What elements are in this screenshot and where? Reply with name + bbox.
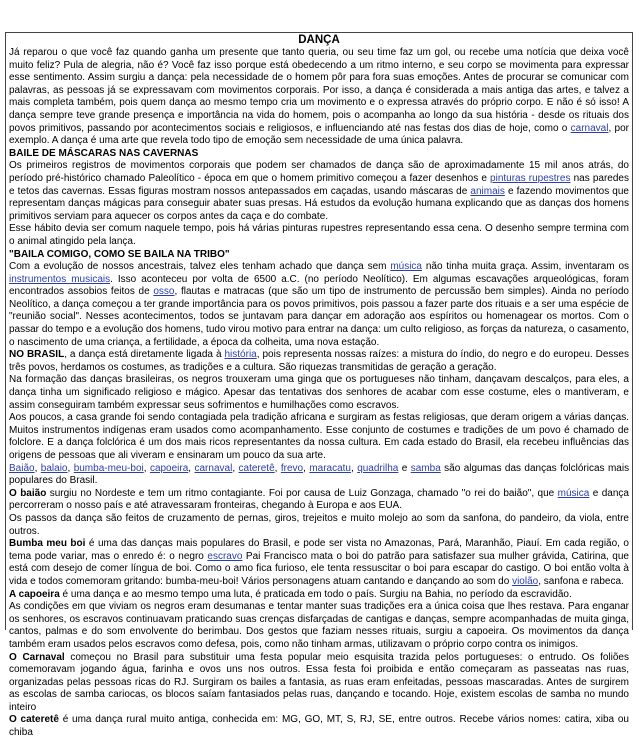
text-run: , bbox=[67, 462, 74, 474]
inline-link[interactable]: música bbox=[390, 261, 422, 273]
text-run: , bbox=[34, 462, 41, 474]
inline-link[interactable]: música bbox=[557, 487, 590, 499]
paragraph bbox=[9, 412, 629, 462]
inline-link[interactable]: escravo bbox=[207, 550, 243, 562]
text-run: , bbox=[274, 462, 281, 474]
bold-lead-text: A capoeira bbox=[9, 588, 60, 600]
text-run: , bbox=[143, 462, 150, 474]
text-run: são algumas das danças folclóricas mais populares do Brasil. bbox=[9, 462, 630, 487]
text-run: , bbox=[350, 462, 358, 474]
text-run: surgiu no Nordeste e tem um ritmo contagiante. Foi por causa de Luiz Gonzaga, chamado "o rei do baião", que bbox=[46, 487, 558, 499]
inline-link[interactable]: carnaval bbox=[194, 462, 233, 474]
text-run: Já reparou o que você faz quando ganha um presente que tanto queria, ou seu time faz um gol, ou recebe uma notícia que deixa você muito feliz? Pula de alegria, não é? Você faz isso porque está obedecendo a um ritmo interno, e seu corpo se movimenta para expressar esse sentimento. Assim surgiu a dança: pela necessidade de o homem pôr para fora suas emoções. Antes de procurar se comunicar com palavras, as pessoas já se expressavam com movimentos corporais. Por isso, a dança é considerada a mais antiga das artes, e talvez a mais completa também, pois quem dança ao mesmo tempo cria um movimento e o expressa através do próprio corpo. E não é só isso! A dança sempre teve grande presença e importância na vida do homem, pois o acompanha ao longo da sua história - desde os rituais dos povos primitivos, passando por acontecimentos sociais e religiosos, e influenciando até nas festas dos dias de hoje, como o bbox=[9, 47, 629, 134]
paragraph bbox=[9, 261, 629, 349]
inline-link[interactable]: cateretê bbox=[238, 462, 275, 474]
text-run: começou no Brasil para substituir uma festa popular meio esquisita trazida pelos portugueses: o entrudo. Os foliões comemoravam jogando água, farinha e ovos uns nos outros. Essa festa foi proibida e então começaram as passeatas nas ruas, organizadas pelas pessoas ricas do RJ. Surgiram os bailes a fantasia, as ruas eram enfeitadas, pessoas mascaradas. Antes de surgirem as escolas de samba cariocas, os blocos saíam fantasiados pelas ruas, dançando e tocando. Hoje, existem escolas de samba no mundo inteiro bbox=[9, 651, 629, 713]
paragraph bbox=[9, 223, 629, 248]
inline-link[interactable]: samba bbox=[410, 462, 441, 474]
inline-link[interactable]: capoeira bbox=[149, 462, 189, 474]
paragraph bbox=[9, 538, 629, 588]
paragraph bbox=[9, 513, 629, 538]
text-run: é uma dança e ao mesmo tempo uma luta, é praticada em todo o país. Surgiu na Bahia, no período da escravidão. bbox=[59, 588, 572, 600]
page-title: DANÇA bbox=[298, 34, 340, 46]
bold-lead-text: O baião bbox=[9, 487, 47, 499]
inline-link[interactable]: violão bbox=[512, 575, 539, 587]
text-run: não tinha muita graça. Assim, inventaram os bbox=[422, 261, 630, 273]
paragraph bbox=[9, 463, 629, 488]
text-run: Na formação das danças brasileiras, os negros trouxeram uma ginga que os portugueses não tinham, dançavam descalços, para eles, a dança tinha um significado religioso e mágico. Apesar das tentativas dos senhores de acabar com esse costume, eles o mantiveram, e assim conseguiram também expressar seus sofrimentos e humilhações como escravos. bbox=[9, 374, 629, 411]
text-run: "BAILA COMIGO, COMO SE BAILA NA TRIBO" bbox=[9, 248, 230, 260]
inline-link[interactable]: instrumentos musicais bbox=[9, 273, 111, 285]
inline-link[interactable]: balaio bbox=[40, 462, 68, 474]
text-run: Esse hábito devia ser comum naquele tempo, pois há várias pinturas rupestres representando essa cena. O desenho sempre termina com o animal atingido pela lança. bbox=[9, 223, 629, 247]
inline-link[interactable]: pinturas rupestres bbox=[490, 172, 571, 184]
text-run: Com a evolução de nossos ancestrais, talvez eles tenham achado que dança sem bbox=[9, 261, 391, 273]
text-run: . Isso aconteceu por volta de 6500 a.C. (no período Neolítico). Em algumas escavações arqueológicas, foram encontrados assobios feitos de bbox=[9, 273, 629, 298]
paragraph bbox=[9, 374, 629, 412]
bold-lead-text: NO BRASIL bbox=[9, 349, 65, 361]
bold-lead-text: Bumba meu boi bbox=[9, 538, 86, 550]
text-run: , bbox=[303, 462, 310, 474]
text-run: Os primeiros registros de movimentos corporais que podem ser chamados de dança são de aproximadamente 15 mil anos atrás, do período pré-histórico chamado Paleolítico - época em que o homem primitivo começou a fazer desenhos e bbox=[9, 160, 629, 184]
paragraph bbox=[9, 47, 629, 148]
section-heading bbox=[9, 249, 629, 262]
paragraph bbox=[9, 601, 629, 651]
text-run: e fazendo movimentos que representam danças mágicas para conseguir abater suas presas. Há estudos da evolução humana explicando que as danças dos homens primitivos serviam para aquecer os corpos antes da caça e do combate. bbox=[9, 185, 629, 222]
text-run: BAILE DE MÁSCARAS NAS CAVERNAS bbox=[9, 147, 199, 159]
paragraph bbox=[9, 652, 629, 715]
text-run: , a dança está diretamente ligada à bbox=[64, 349, 225, 361]
paragraph bbox=[9, 160, 629, 223]
text-run: As condições em que viviam os negros eram desumanas e tentar manter suas tradições era a única coisa que lhes restava. Para enganar os senhores, os escravos continuavam praticando suas crenças disfarçadas de cantigas e danças, sempre acompanhadas de muita ginga, cantos, palmas e do som envolvente do berimbau. Dos gestos que faziam nesses rituais, surgiu a capoeira. Os movimentos da dança também eram usados pelos escravos como defesa, pois, como não tinham armas, utilizavam o próprio corpo contra os inimigos. bbox=[9, 601, 629, 650]
text-run: Aos poucos, a casa grande foi sendo contagiada pela tradição africana e surgiram as festas religiosas, que deram origem a várias danças. Muitos instrumentos indígenas eram usados como acompanhamento. Esse conjunto de costumes e tradições de um povo é chamado de folclore. E a dança folclórica é um dos mais ricos representantes da nossa cultura. Em cada estado do Brasil, ela recebeu influências das origens de pessoas que ali viveram e ensinaram um pouco da sua arte. bbox=[9, 412, 629, 461]
text-run: , por exemplo. A dança é uma arte que revela todo tipo de emoção sem necessidade de uma única palavra. bbox=[9, 122, 629, 147]
text-run: , bbox=[188, 462, 195, 474]
document-page bbox=[5, 32, 633, 739]
text-run: , sanfona e rabeca. bbox=[538, 575, 624, 587]
article-body bbox=[6, 47, 632, 740]
paragraph bbox=[9, 589, 629, 602]
text-run: é uma das danças mais populares do Brasil, e pode ser vista no Amazonas, Pará, Maranhão, Piauí. Em cada região, o tema pode variar, mas o enredo é: o negro bbox=[9, 538, 629, 562]
inline-link[interactable]: frevo bbox=[280, 462, 304, 474]
inline-link[interactable]: maracatu bbox=[309, 462, 351, 474]
paragraph bbox=[9, 349, 629, 374]
inline-link[interactable]: Baião bbox=[9, 462, 35, 474]
inline-link[interactable]: história bbox=[224, 349, 257, 361]
bold-lead-text: O Carnaval bbox=[9, 651, 65, 663]
text-run: nas paredes e tetos das cavernas. Essas figuras mostram nossos antepassados em caçadas, usando máscaras de bbox=[9, 172, 629, 197]
text-run: , flautas e matracas (que são um tipo de instrumento de percussão bem simples). Ainda no período Neolítico, a dança começou a ter grande importância para os povos primitivos, pois passou a fazer parte dos rituais e a ser uma espécie de "reunião social". Nesses acontecimentos, todos se juntavam para dançar em adoração aos espíritos ou homenagear os mortos. Com o passar do tempo e a evolução dos homens, tudo virou motivo para entrar na dança: um culto religioso, as forças da natureza, o casamento, o nascimento de uma criança, a fertilidade, a época da colheita, uma nova estação. bbox=[9, 286, 629, 348]
text-run: e bbox=[398, 462, 411, 474]
text-run: é uma dança rural muito antiga, conhecida em: MG, GO, MT, S, RJ, SE, entre outros. Recebe vários nomes: catira, xiba ou chiba bbox=[9, 714, 629, 739]
bold-lead-text: O cateretê bbox=[9, 714, 59, 726]
inline-link[interactable]: animais bbox=[470, 185, 505, 197]
text-run: Os passos da dança são feitos de cruzamento de pernas, giros, trejeitos e muito molejo ao som da sanfona, do pandeiro, da viola, entre outros. bbox=[9, 512, 629, 537]
inline-link[interactable]: quadrilha bbox=[357, 462, 399, 474]
inline-link[interactable]: osso bbox=[153, 286, 175, 298]
paragraph bbox=[9, 714, 629, 739]
inline-link[interactable]: carnaval bbox=[570, 122, 609, 134]
paragraph bbox=[9, 488, 629, 513]
inline-link[interactable]: bumba-meu-boi bbox=[73, 462, 144, 474]
text-run: , bbox=[232, 462, 239, 474]
text-run: e dança percorreram o nosso país e até atravessaram fronteiras, chegando à Europa e aos EUA. bbox=[9, 487, 629, 512]
section-heading bbox=[9, 148, 629, 161]
text-run: , pois representa nossas raízes: a mistura do índio, do negro e do europeu. Desses três povos, herdamos os costumes, as tradições e a cultura. São riquezas transmitidas de geração a geração. bbox=[9, 349, 629, 373]
text-run: Pai Francisco mata o boi do patrão para satisfazer sua mulher grávida, Catirina, que está com desejo de comer língua de boi. Como o amo fica furioso, ele tenta ressuscitar o boi para escapar do castigo. O boi então volta à vida e todos comemoram gritando: bumba-meu-boi! Vários personagens atuam cantando e dançando ao som do bbox=[9, 550, 629, 587]
